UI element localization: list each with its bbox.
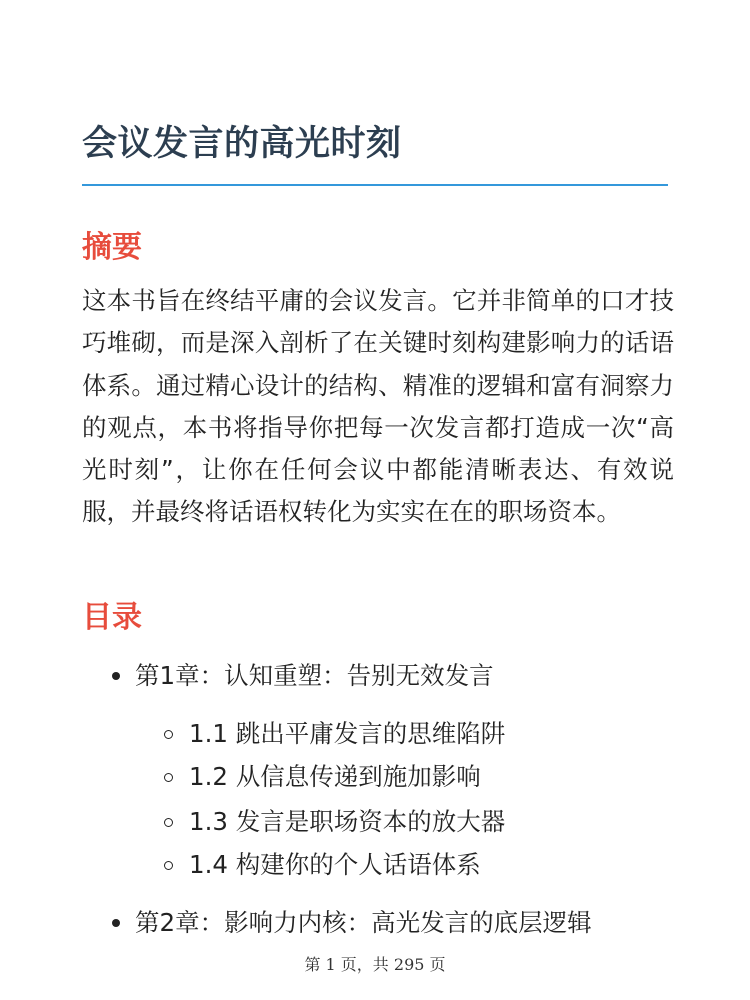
toc-section-label: 1.4 构建你的个人话语体系	[189, 850, 481, 879]
toc-chapter-label: 第1章：认知重塑：告别无效发言	[135, 661, 494, 690]
document-title: 会议发言的高光时刻	[82, 124, 402, 164]
abstract-heading: 摘要	[82, 230, 142, 265]
abstract-text: 这本书旨在终结平庸的会议发言。它并非简单的口才技巧堆砌，而是深入剖析了在关键时刻构建影响力的话语体系。通过精心设计的结构、精准的逻辑和富有洞察力的观点，本书将指导你把每一次发言都打造成一次“高光时刻”，让你在任何会议中都能清晰表达、有效说服，并最终将话语权转化为实实在在的职场资本。	[82, 286, 674, 527]
toc-section-1-1[interactable]	[82, 714, 682, 754]
toc-chapter-1[interactable]	[82, 654, 682, 694]
circle-bullet-icon	[164, 730, 173, 739]
toc-chapter-label: 第2章：影响力内核：高光发言的底层逻辑	[135, 908, 592, 937]
toc-section-label: 1.2 从信息传递到施加影响	[189, 762, 481, 791]
circle-bullet-icon	[164, 818, 173, 827]
toc-section-label: 1.3 发言是职场资本的放大器	[189, 807, 506, 836]
toc-section-1-4[interactable]	[82, 845, 682, 885]
page-number-footer: 第 1 页，共 295 页	[304, 955, 446, 974]
circle-bullet-icon	[164, 861, 173, 870]
toc-chapter-2[interactable]	[82, 901, 682, 941]
circle-bullet-icon	[164, 773, 173, 782]
toc-section-label: 1.1 跳出平庸发言的思维陷阱	[189, 719, 506, 748]
toc-section-1-2[interactable]	[82, 757, 682, 797]
toc-heading: 目录	[82, 600, 142, 635]
bullet-icon	[112, 919, 120, 927]
toc-section-1-3[interactable]	[82, 802, 682, 842]
bullet-icon	[112, 672, 120, 680]
title-divider	[82, 184, 668, 186]
